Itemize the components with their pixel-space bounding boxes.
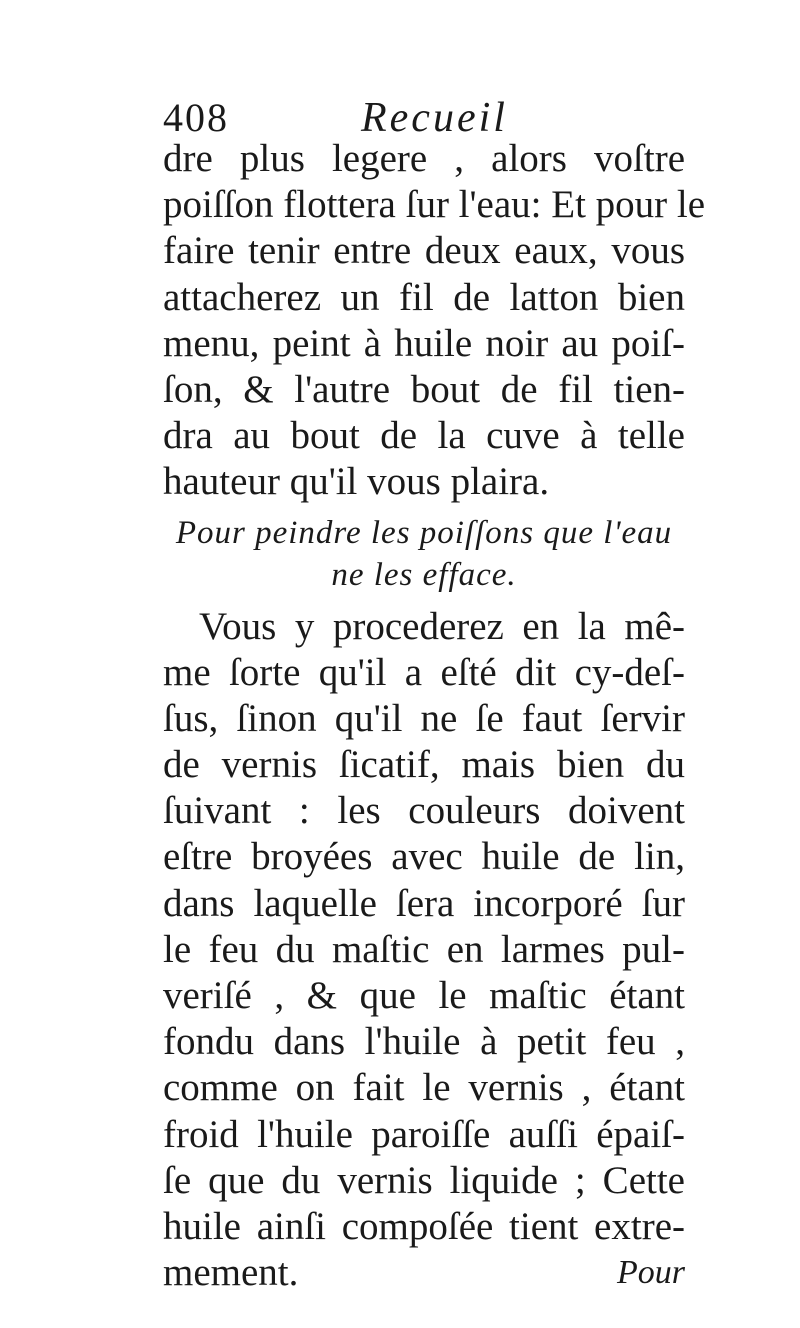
- text-line: ſuivant : les couleurs doivent: [163, 789, 685, 833]
- text-line: comme on fait le vernis , étant: [163, 1066, 685, 1110]
- text-line: froid l'huile paroiſſe auſſi épaiſ-: [163, 1112, 685, 1156]
- page-number: 408: [163, 95, 229, 140]
- body-text: [163, 136, 706, 1296]
- text-line: ſon, & l'autre bout de fil tien-: [163, 367, 685, 411]
- running-title: Recueil: [361, 95, 508, 141]
- text-line: dra au bout de la cuve à telle: [163, 414, 685, 458]
- text-line: faire tenir entre deux eaux, vous: [163, 229, 685, 273]
- text-line: hauteur qu'il vous plaira.: [163, 460, 550, 504]
- text-line: Vous y procederez en la mê-: [199, 604, 685, 648]
- section-heading-line-1: Pour peindre les poiſſons que l'eau: [175, 514, 673, 551]
- text-line: ſe que du vernis liquide ; Cette: [163, 1158, 685, 1202]
- final-line-row: [163, 1250, 685, 1296]
- text-line: eſtre broyées avec huile de lin,: [163, 835, 685, 879]
- text-line: fondu dans l'huile à petit feu ,: [163, 1020, 685, 1064]
- catchword: Pour: [617, 1254, 685, 1292]
- text-line: mement.: [163, 1251, 299, 1295]
- text-line: le feu du maſtic en larmes pul-: [163, 927, 685, 971]
- text-line: attacherez un fil de latton bien: [163, 275, 685, 319]
- text-line: dre plus legere , alors voſtre: [163, 137, 685, 180]
- text-line: menu, peint à huile noir au poiſ-: [163, 321, 685, 365]
- text-line: de vernis ſicatif, mais bien du: [163, 743, 685, 787]
- text-line: ſus, ſinon qu'il ne ſe faut ſervir: [163, 696, 685, 740]
- text-line: me ſorte qu'il a eſté dit cy-deſ-: [163, 650, 685, 694]
- text-line: veriſé , & que le maſtic étant: [163, 974, 685, 1017]
- text-line: poiſſon flottera ſur l'eau: Et pour le: [163, 183, 706, 227]
- text-line: dans laquelle ſera incorporé ſur: [163, 881, 685, 925]
- section-heading-line-2: ne les efface.: [331, 556, 517, 593]
- text-line: huile ainſi compoſée tient extre-: [163, 1204, 685, 1248]
